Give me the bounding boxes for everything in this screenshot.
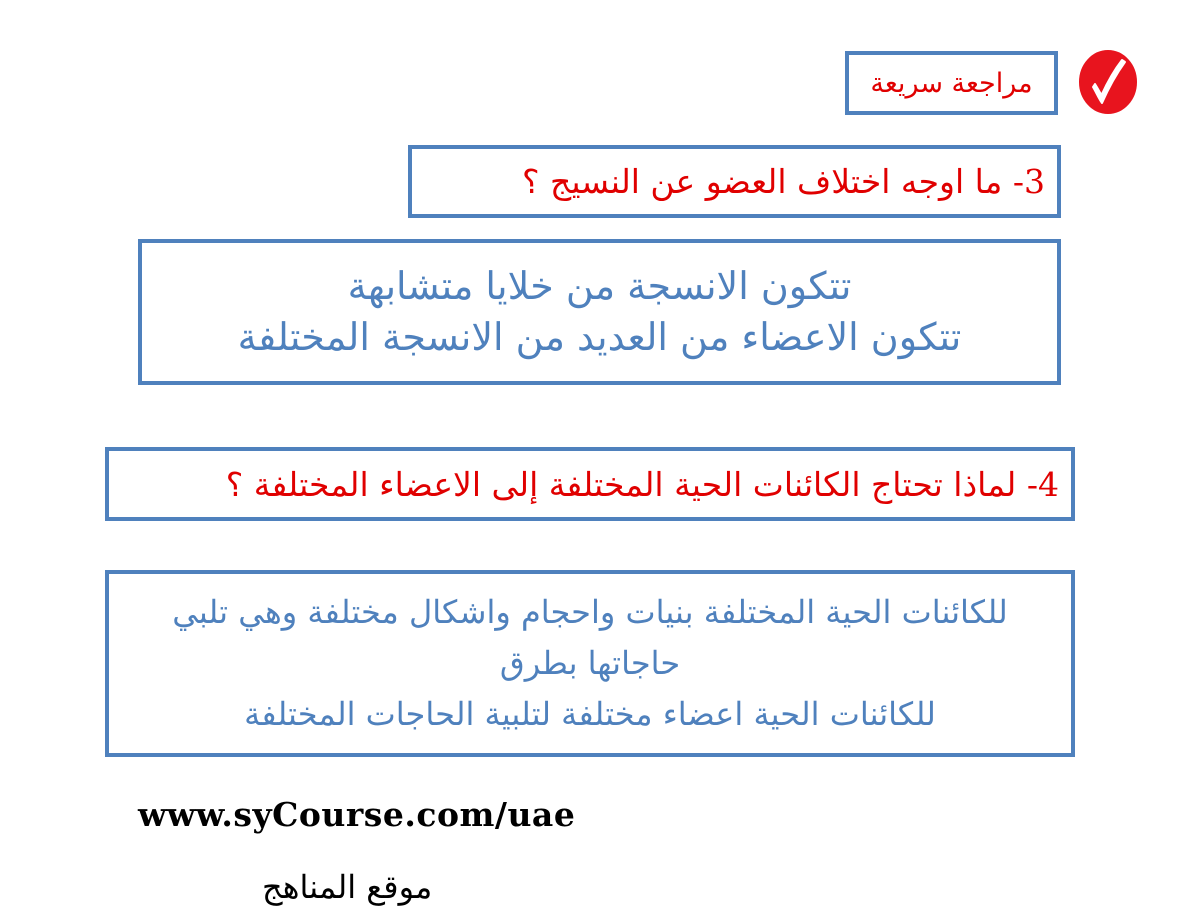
question-4 bbox=[105, 447, 1075, 521]
answer-4-line-3: للكائنات الحية اعضاء مختلفة لتلبية الحاجات المختلفة bbox=[244, 695, 936, 734]
check-mark-icon bbox=[1076, 47, 1140, 117]
answer-4-line-2: حاجاتها بطرق bbox=[499, 643, 681, 682]
answer-3-line-1: تتكون الانسجة من خلايا متشابهة bbox=[347, 263, 852, 308]
answer-3-line-2: تتكون الاعضاء من العديد من الانسجة المختلفة bbox=[237, 315, 962, 359]
site-name: موقع المناهج bbox=[262, 868, 433, 906]
review-badge bbox=[845, 51, 1058, 115]
answer-4-line-1: للكائنات الحية المختلفة بنيات واحجام واشكال مختلفة وهي تلبي bbox=[172, 592, 1008, 631]
review-label: مراجعة سريعة bbox=[870, 67, 1033, 99]
question-3-text: 3- ما اوجه اختلاف العضو عن النسيج ؟ bbox=[522, 162, 1045, 201]
question-4-text: 4- لماذا تحتاج الكائنات الحية المختلفة إلى الاعضاء المختلفة ؟ bbox=[225, 464, 1059, 504]
answer-4 bbox=[105, 570, 1075, 757]
website-url[interactable]: www.syCourse.com/uae bbox=[138, 795, 576, 834]
question-3 bbox=[408, 145, 1061, 218]
answer-3 bbox=[138, 239, 1061, 385]
